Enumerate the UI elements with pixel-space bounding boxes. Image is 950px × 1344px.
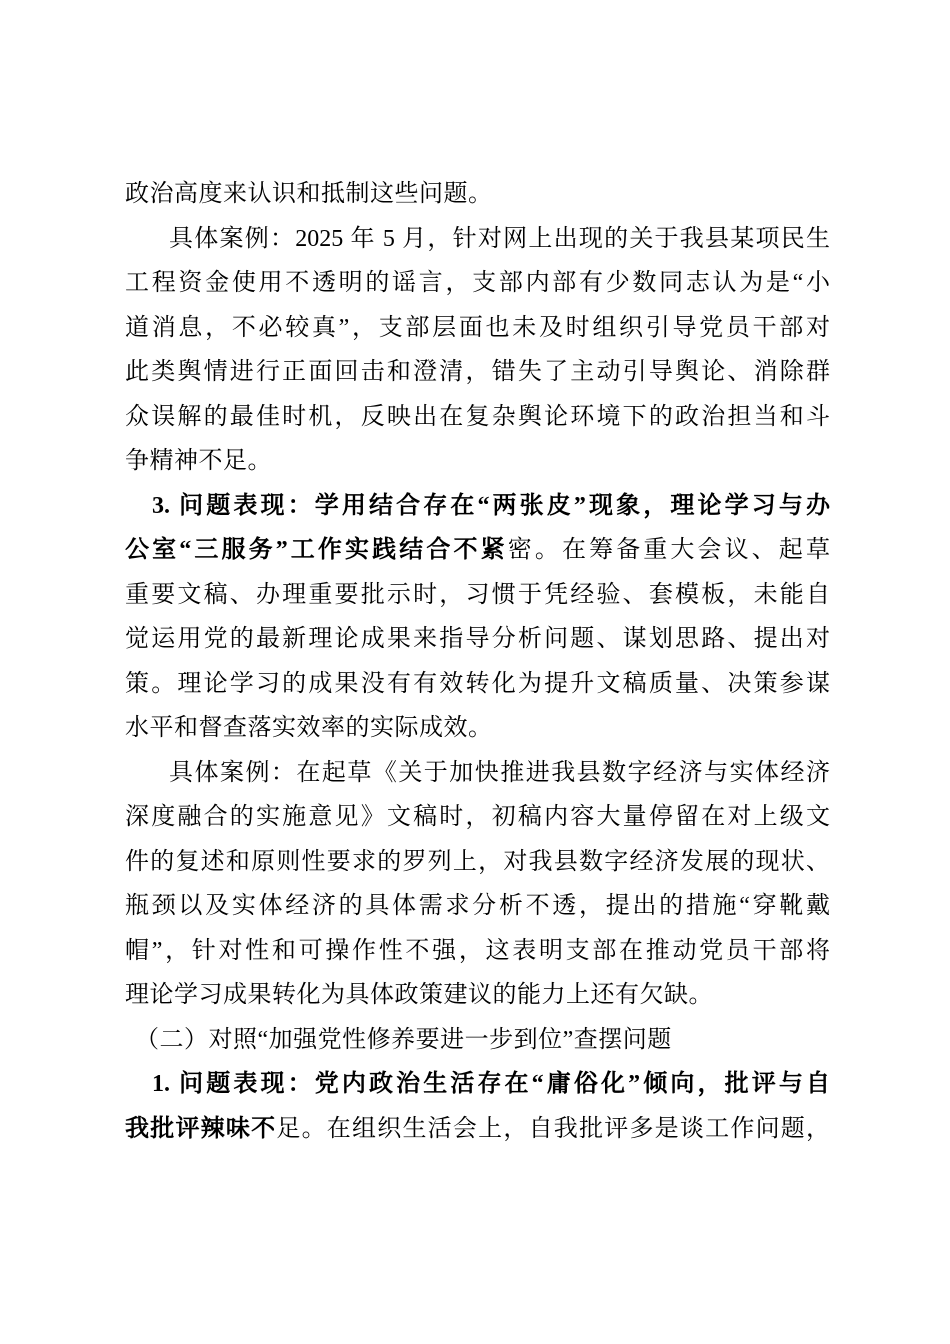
text-run: 道消息，不必较真”，支部层面也未及时组织引导党员干部对 bbox=[125, 314, 830, 341]
text-line bbox=[125, 795, 830, 840]
text-line bbox=[125, 973, 830, 1018]
text-line bbox=[125, 662, 830, 707]
text-line bbox=[125, 884, 830, 929]
text-run: 具体案例：在起草《关于加快推进我县数字经济与实体经济 bbox=[169, 759, 830, 786]
text-line bbox=[125, 528, 830, 573]
text-run: 重要文稿、办理重要批示时，习惯于凭经验、套模板，未能自 bbox=[125, 581, 830, 608]
text-run: 众误解的最佳时机，反映出在复杂舆论环境下的政治担当和斗 bbox=[125, 403, 830, 430]
text-line bbox=[125, 573, 830, 618]
text-line bbox=[125, 929, 830, 974]
text-run: 觉运用党的最新理论成果来指导分析问题、谋划思路、提出对 bbox=[125, 626, 830, 652]
text-run: 密。在筹备重大会议、起草 bbox=[507, 537, 831, 563]
text-run: 帽”，针对性和可操作性不强，这表明支部在推动党员干部将 bbox=[125, 937, 830, 964]
text-run: 深度融合的实施意见》文稿时，初稿内容大量停留在对上级文 bbox=[125, 804, 830, 830]
text-line bbox=[125, 217, 830, 262]
text-line bbox=[125, 617, 830, 662]
text-run: 件的复述和原则性要求的罗列上，对我县数字经济发展的现状、 bbox=[125, 848, 830, 875]
bold-text-run: 1. 问题表现：党内政治生活存在“庸俗化”倾向，批评与自 bbox=[152, 1071, 830, 1097]
text-line bbox=[125, 484, 830, 529]
text-run: 此类舆情进行正面回击和澄清，错失了主动引导舆论、消除群 bbox=[125, 359, 830, 385]
text-run: （二）对照“加强党性修养要进一步到位”查摆问题 bbox=[135, 1026, 672, 1053]
text-line bbox=[125, 395, 830, 440]
text-run: 足。在组织生活会上，自我批评多是谈工作问题， bbox=[276, 1115, 831, 1142]
text-line bbox=[125, 1018, 830, 1063]
text-line bbox=[125, 706, 830, 751]
text-line bbox=[125, 751, 830, 796]
text-line bbox=[125, 350, 830, 395]
text-line bbox=[125, 1062, 830, 1107]
text-run: 工程资金使用不透明的谣言，支部内部有少数同志认为是“小 bbox=[125, 270, 830, 296]
text-run: 策。理论学习的成果没有有效转化为提升文稿质量、决策参谋 bbox=[125, 670, 830, 697]
text-line bbox=[125, 172, 830, 217]
text-run: 政治高度来认识和抵制这些问题。 bbox=[125, 181, 493, 207]
text-run: 理论学习成果转化为具体政策建议的能力上还有欠缺。 bbox=[125, 982, 713, 1008]
text-run: 具体案例：2025 年 5 月，针对网上出现的关于我县某项民生 bbox=[169, 225, 830, 252]
bold-text-run: 3. 问题表现：学用结合存在“两张皮”现象，理论学习与办 bbox=[152, 492, 830, 519]
text-line bbox=[125, 1107, 830, 1152]
text-run: 水平和督查落实效率的实际成效。 bbox=[125, 715, 493, 741]
text-line bbox=[125, 261, 830, 306]
text-line bbox=[125, 439, 830, 484]
text-run: 瓶颈以及实体经济的具体需求分析不透，提出的措施“穿靴戴 bbox=[125, 893, 830, 919]
bold-text-run: 我批评辣味不 bbox=[125, 1115, 277, 1142]
document-content bbox=[125, 172, 830, 1151]
text-line bbox=[125, 840, 830, 885]
text-run: 争精神不足。 bbox=[125, 448, 272, 474]
bold-text-run: 公室“三服务”工作实践结合不紧 bbox=[125, 537, 508, 563]
text-line bbox=[125, 306, 830, 351]
